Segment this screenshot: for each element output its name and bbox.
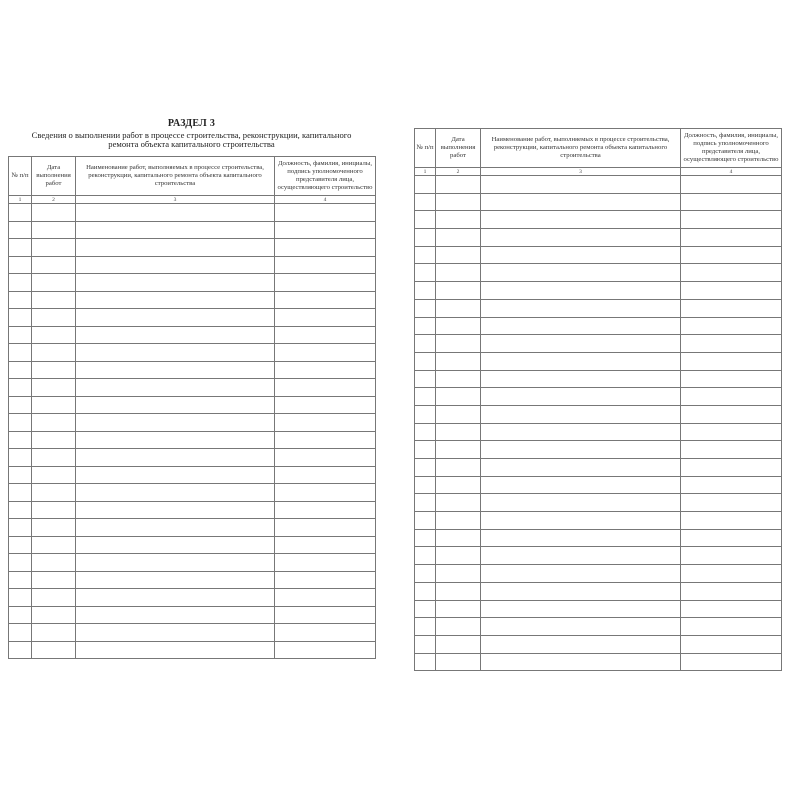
table-row xyxy=(415,299,782,317)
table-cell xyxy=(436,512,481,530)
table-cell xyxy=(32,431,76,449)
table-row xyxy=(9,379,376,397)
table-row xyxy=(9,291,376,309)
table-cell xyxy=(481,388,681,406)
table-cell xyxy=(32,326,76,344)
table-row xyxy=(415,193,782,211)
works-log-table xyxy=(8,156,376,659)
table-cell xyxy=(9,449,32,467)
table-cell xyxy=(76,239,275,257)
table-cell xyxy=(76,274,275,292)
table-cell xyxy=(9,519,32,537)
table-cell xyxy=(275,624,376,642)
table-cell xyxy=(415,388,436,406)
table-cell xyxy=(9,589,32,607)
table-row xyxy=(9,204,376,222)
table-cell xyxy=(481,582,681,600)
table-cell xyxy=(275,204,376,222)
table-cell xyxy=(76,291,275,309)
table-row xyxy=(9,344,376,362)
column-header-work-name: Наименование работ, выполняемых в процессе строительства, реконструкции, капитального ремонта объекта капитального строительства xyxy=(481,129,681,168)
table-cell xyxy=(415,193,436,211)
table-cell xyxy=(681,352,782,370)
table-cell xyxy=(32,344,76,362)
table-row xyxy=(415,476,782,494)
table-row xyxy=(415,618,782,636)
table-row xyxy=(415,264,782,282)
table-cell xyxy=(681,512,782,530)
table-cell xyxy=(681,476,782,494)
table-cell xyxy=(76,624,275,642)
table-cell xyxy=(9,344,32,362)
table-cell xyxy=(32,274,76,292)
table-cell xyxy=(32,291,76,309)
table-cell xyxy=(415,370,436,388)
table-row xyxy=(9,606,376,624)
table-cell xyxy=(415,176,436,194)
table-cell xyxy=(76,641,275,659)
table-cell xyxy=(436,246,481,264)
table-row xyxy=(9,519,376,537)
table-row xyxy=(9,431,376,449)
table-cell xyxy=(415,282,436,300)
table-cell xyxy=(415,600,436,618)
table-cell xyxy=(32,606,76,624)
table-cell xyxy=(32,624,76,642)
table-row xyxy=(415,317,782,335)
table-cell xyxy=(436,600,481,618)
table-row xyxy=(9,466,376,484)
table-cell xyxy=(481,459,681,477)
table-cell xyxy=(436,211,481,229)
table-row xyxy=(415,635,782,653)
table-row xyxy=(415,176,782,194)
table-cell xyxy=(32,571,76,589)
table-cell xyxy=(76,256,275,274)
column-header-number: № п/п xyxy=(9,157,32,196)
table-cell xyxy=(275,589,376,607)
table-cell xyxy=(275,466,376,484)
table-cell xyxy=(9,536,32,554)
table-row xyxy=(415,405,782,423)
table-cell xyxy=(415,352,436,370)
table-cell xyxy=(436,565,481,583)
table-cell xyxy=(415,459,436,477)
table-cell xyxy=(9,361,32,379)
table-row xyxy=(9,624,376,642)
table-header-row xyxy=(9,157,376,196)
table-cell xyxy=(76,484,275,502)
table-cell xyxy=(681,317,782,335)
table-cell xyxy=(275,484,376,502)
table-cell xyxy=(32,484,76,502)
table-cell xyxy=(9,501,32,519)
table-cell xyxy=(681,335,782,353)
table-cell xyxy=(32,449,76,467)
table-cell xyxy=(76,431,275,449)
table-cell xyxy=(275,309,376,327)
table-row xyxy=(9,414,376,432)
table-cell xyxy=(415,405,436,423)
table-cell xyxy=(32,554,76,572)
table-row xyxy=(415,423,782,441)
table-cell xyxy=(9,291,32,309)
table-row xyxy=(9,326,376,344)
column-header-signature: Должность, фамилия, инициалы, подпись уполномоченного представителя лица, осуществляющего строительство xyxy=(681,129,782,168)
table-row xyxy=(9,396,376,414)
table-cell xyxy=(436,264,481,282)
column-header-number: № п/п xyxy=(415,129,436,168)
table-cell xyxy=(415,529,436,547)
table-cell xyxy=(436,635,481,653)
column-header-signature: Должность, фамилия, инициалы, подпись уполномоченного представителя лица, осуществляющего строительство xyxy=(275,157,376,196)
table-cell xyxy=(681,600,782,618)
table-cell xyxy=(76,414,275,432)
table-cell xyxy=(9,641,32,659)
table-cell xyxy=(681,565,782,583)
table-cell xyxy=(32,641,76,659)
table-row xyxy=(415,512,782,530)
table-row xyxy=(9,309,376,327)
table-cell xyxy=(681,246,782,264)
table-cell xyxy=(32,239,76,257)
table-cell xyxy=(436,441,481,459)
column-number: 1 xyxy=(9,196,32,204)
table-cell xyxy=(76,466,275,484)
table-cell xyxy=(275,344,376,362)
table-cell xyxy=(32,309,76,327)
table-cell xyxy=(76,361,275,379)
table-cell xyxy=(76,519,275,537)
table-cell xyxy=(415,565,436,583)
works-log-table xyxy=(414,128,782,671)
table-cell xyxy=(415,211,436,229)
table-cell xyxy=(681,635,782,653)
table-cell xyxy=(9,606,32,624)
table-cell xyxy=(76,221,275,239)
table-cell xyxy=(436,352,481,370)
table-cell xyxy=(76,554,275,572)
table-cell xyxy=(481,529,681,547)
table-cell xyxy=(9,554,32,572)
table-cell xyxy=(32,501,76,519)
column-number-row xyxy=(415,168,782,176)
table-cell xyxy=(275,414,376,432)
table-cell xyxy=(481,653,681,671)
table-cell xyxy=(275,274,376,292)
table-cell xyxy=(681,423,782,441)
table-cell xyxy=(9,379,32,397)
table-cell xyxy=(9,414,32,432)
table-row xyxy=(415,335,782,353)
table-cell xyxy=(9,221,32,239)
table-cell xyxy=(275,239,376,257)
table-cell xyxy=(32,361,76,379)
table-cell xyxy=(32,204,76,222)
table-row xyxy=(9,589,376,607)
table-cell xyxy=(681,282,782,300)
section-heading xyxy=(8,118,375,150)
table-cell xyxy=(436,618,481,636)
table-cell xyxy=(481,494,681,512)
table-cell xyxy=(681,582,782,600)
table-cell xyxy=(681,264,782,282)
table-cell xyxy=(9,239,32,257)
column-number: 3 xyxy=(76,196,275,204)
table-cell xyxy=(9,274,32,292)
table-cell xyxy=(415,476,436,494)
table-body xyxy=(9,204,376,659)
table-cell xyxy=(481,547,681,565)
column-number: 4 xyxy=(275,196,376,204)
column-number: 2 xyxy=(436,168,481,176)
table-cell xyxy=(76,449,275,467)
table-cell xyxy=(481,405,681,423)
table-cell xyxy=(76,536,275,554)
table-cell xyxy=(32,466,76,484)
table-cell xyxy=(436,282,481,300)
table-row xyxy=(415,565,782,583)
table-cell xyxy=(481,282,681,300)
column-number: 2 xyxy=(32,196,76,204)
table-row xyxy=(9,256,376,274)
table-cell xyxy=(481,476,681,494)
table-cell xyxy=(481,335,681,353)
table-cell xyxy=(415,246,436,264)
table-cell xyxy=(481,370,681,388)
table-cell xyxy=(681,459,782,477)
table-cell xyxy=(32,536,76,554)
table-row xyxy=(415,211,782,229)
left-page xyxy=(8,118,375,659)
table-cell xyxy=(481,176,681,194)
table-header-row xyxy=(415,129,782,168)
table-cell xyxy=(481,246,681,264)
table-cell xyxy=(275,501,376,519)
section-subtitle: Сведения о выполнении работ в процессе строительства, реконструкции, капитального ремонта объекта капитального строительства xyxy=(31,129,352,150)
table-cell xyxy=(275,449,376,467)
table-cell xyxy=(415,494,436,512)
table-cell xyxy=(681,441,782,459)
table-cell xyxy=(415,317,436,335)
table-row xyxy=(9,536,376,554)
table-cell xyxy=(415,635,436,653)
table-cell xyxy=(481,264,681,282)
table-cell xyxy=(9,431,32,449)
table-row xyxy=(9,449,376,467)
table-cell xyxy=(415,512,436,530)
table-cell xyxy=(415,335,436,353)
table-cell xyxy=(681,618,782,636)
table-row xyxy=(9,641,376,659)
table-cell xyxy=(681,388,782,406)
table-cell xyxy=(275,431,376,449)
table-cell xyxy=(436,193,481,211)
table-cell xyxy=(275,606,376,624)
table-cell xyxy=(681,299,782,317)
table-cell xyxy=(9,571,32,589)
section-title: РАЗДЕЛ 3 xyxy=(167,118,216,129)
table-cell xyxy=(436,405,481,423)
column-number-row xyxy=(9,196,376,204)
table-cell xyxy=(32,589,76,607)
table-cell xyxy=(481,423,681,441)
table-cell xyxy=(481,229,681,247)
table-cell xyxy=(415,423,436,441)
table-cell xyxy=(415,653,436,671)
table-cell xyxy=(415,299,436,317)
table-cell xyxy=(481,352,681,370)
table-cell xyxy=(9,326,32,344)
table-cell xyxy=(275,571,376,589)
table-cell xyxy=(275,519,376,537)
table-cell xyxy=(436,459,481,477)
table-cell xyxy=(76,606,275,624)
table-cell xyxy=(275,291,376,309)
table-cell xyxy=(9,466,32,484)
table-cell xyxy=(275,396,376,414)
table-cell xyxy=(275,554,376,572)
table-cell xyxy=(76,309,275,327)
column-header-work-name: Наименование работ, выполняемых в процессе строительства, реконструкции, капитального ремонта объекта капитального строительства xyxy=(76,157,275,196)
table-row xyxy=(9,274,376,292)
table-cell xyxy=(436,388,481,406)
table-row xyxy=(415,459,782,477)
table-cell xyxy=(275,641,376,659)
table-cell xyxy=(415,582,436,600)
table-row xyxy=(9,361,376,379)
column-number: 4 xyxy=(681,168,782,176)
table-row xyxy=(415,370,782,388)
table-row xyxy=(415,352,782,370)
right-page xyxy=(414,128,781,671)
table-row xyxy=(9,571,376,589)
table-cell xyxy=(436,529,481,547)
column-header-date: Дата выполнения работ xyxy=(436,129,481,168)
table-row xyxy=(415,582,782,600)
table-cell xyxy=(481,512,681,530)
table-body xyxy=(415,176,782,671)
table-row xyxy=(9,221,376,239)
table-cell xyxy=(481,299,681,317)
table-cell xyxy=(76,501,275,519)
table-cell xyxy=(32,379,76,397)
table-cell xyxy=(481,193,681,211)
table-cell xyxy=(415,441,436,459)
table-row xyxy=(415,246,782,264)
table-cell xyxy=(481,635,681,653)
table-cell xyxy=(681,405,782,423)
table-cell xyxy=(681,229,782,247)
table-cell xyxy=(275,326,376,344)
table-cell xyxy=(275,379,376,397)
table-cell xyxy=(436,370,481,388)
table-row xyxy=(415,441,782,459)
table-cell xyxy=(415,547,436,565)
table-cell xyxy=(481,317,681,335)
table-cell xyxy=(436,653,481,671)
table-cell xyxy=(76,204,275,222)
table-cell xyxy=(32,221,76,239)
table-cell xyxy=(436,176,481,194)
table-cell xyxy=(436,335,481,353)
table-cell xyxy=(32,396,76,414)
table-row xyxy=(415,600,782,618)
table-cell xyxy=(9,484,32,502)
table-row xyxy=(415,282,782,300)
table-cell xyxy=(681,529,782,547)
table-row xyxy=(415,388,782,406)
table-cell xyxy=(481,600,681,618)
table-cell xyxy=(76,589,275,607)
table-cell xyxy=(681,176,782,194)
table-cell xyxy=(32,256,76,274)
table-row xyxy=(9,484,376,502)
table-cell xyxy=(481,211,681,229)
table-cell xyxy=(415,264,436,282)
column-header-date: Дата выполнения работ xyxy=(32,157,76,196)
table-cell xyxy=(9,309,32,327)
table-cell xyxy=(275,256,376,274)
table-cell xyxy=(681,494,782,512)
table-cell xyxy=(415,229,436,247)
table-cell xyxy=(275,536,376,554)
table-cell xyxy=(76,379,275,397)
table-cell xyxy=(481,618,681,636)
table-cell xyxy=(275,361,376,379)
table-cell xyxy=(436,476,481,494)
table-row xyxy=(415,653,782,671)
table-cell xyxy=(9,624,32,642)
table-cell xyxy=(681,370,782,388)
table-cell xyxy=(76,326,275,344)
table-cell xyxy=(436,299,481,317)
table-row xyxy=(9,239,376,257)
table-cell xyxy=(9,256,32,274)
table-cell xyxy=(481,441,681,459)
column-number: 3 xyxy=(481,168,681,176)
table-row xyxy=(415,547,782,565)
table-cell xyxy=(415,618,436,636)
table-cell xyxy=(681,547,782,565)
table-row xyxy=(415,229,782,247)
table-cell xyxy=(76,344,275,362)
table-cell xyxy=(481,565,681,583)
table-cell xyxy=(436,229,481,247)
table-cell xyxy=(32,519,76,537)
column-number: 1 xyxy=(415,168,436,176)
table-cell xyxy=(9,204,32,222)
table-row xyxy=(9,554,376,572)
table-cell xyxy=(681,193,782,211)
table-cell xyxy=(436,582,481,600)
table-row xyxy=(415,494,782,512)
table-cell xyxy=(681,211,782,229)
table-cell xyxy=(76,396,275,414)
table-cell xyxy=(76,571,275,589)
table-row xyxy=(9,501,376,519)
table-cell xyxy=(436,317,481,335)
table-cell xyxy=(32,414,76,432)
table-row xyxy=(415,529,782,547)
table-cell xyxy=(9,396,32,414)
table-cell xyxy=(275,221,376,239)
table-cell xyxy=(436,423,481,441)
table-cell xyxy=(681,653,782,671)
table-cell xyxy=(436,547,481,565)
table-cell xyxy=(436,494,481,512)
